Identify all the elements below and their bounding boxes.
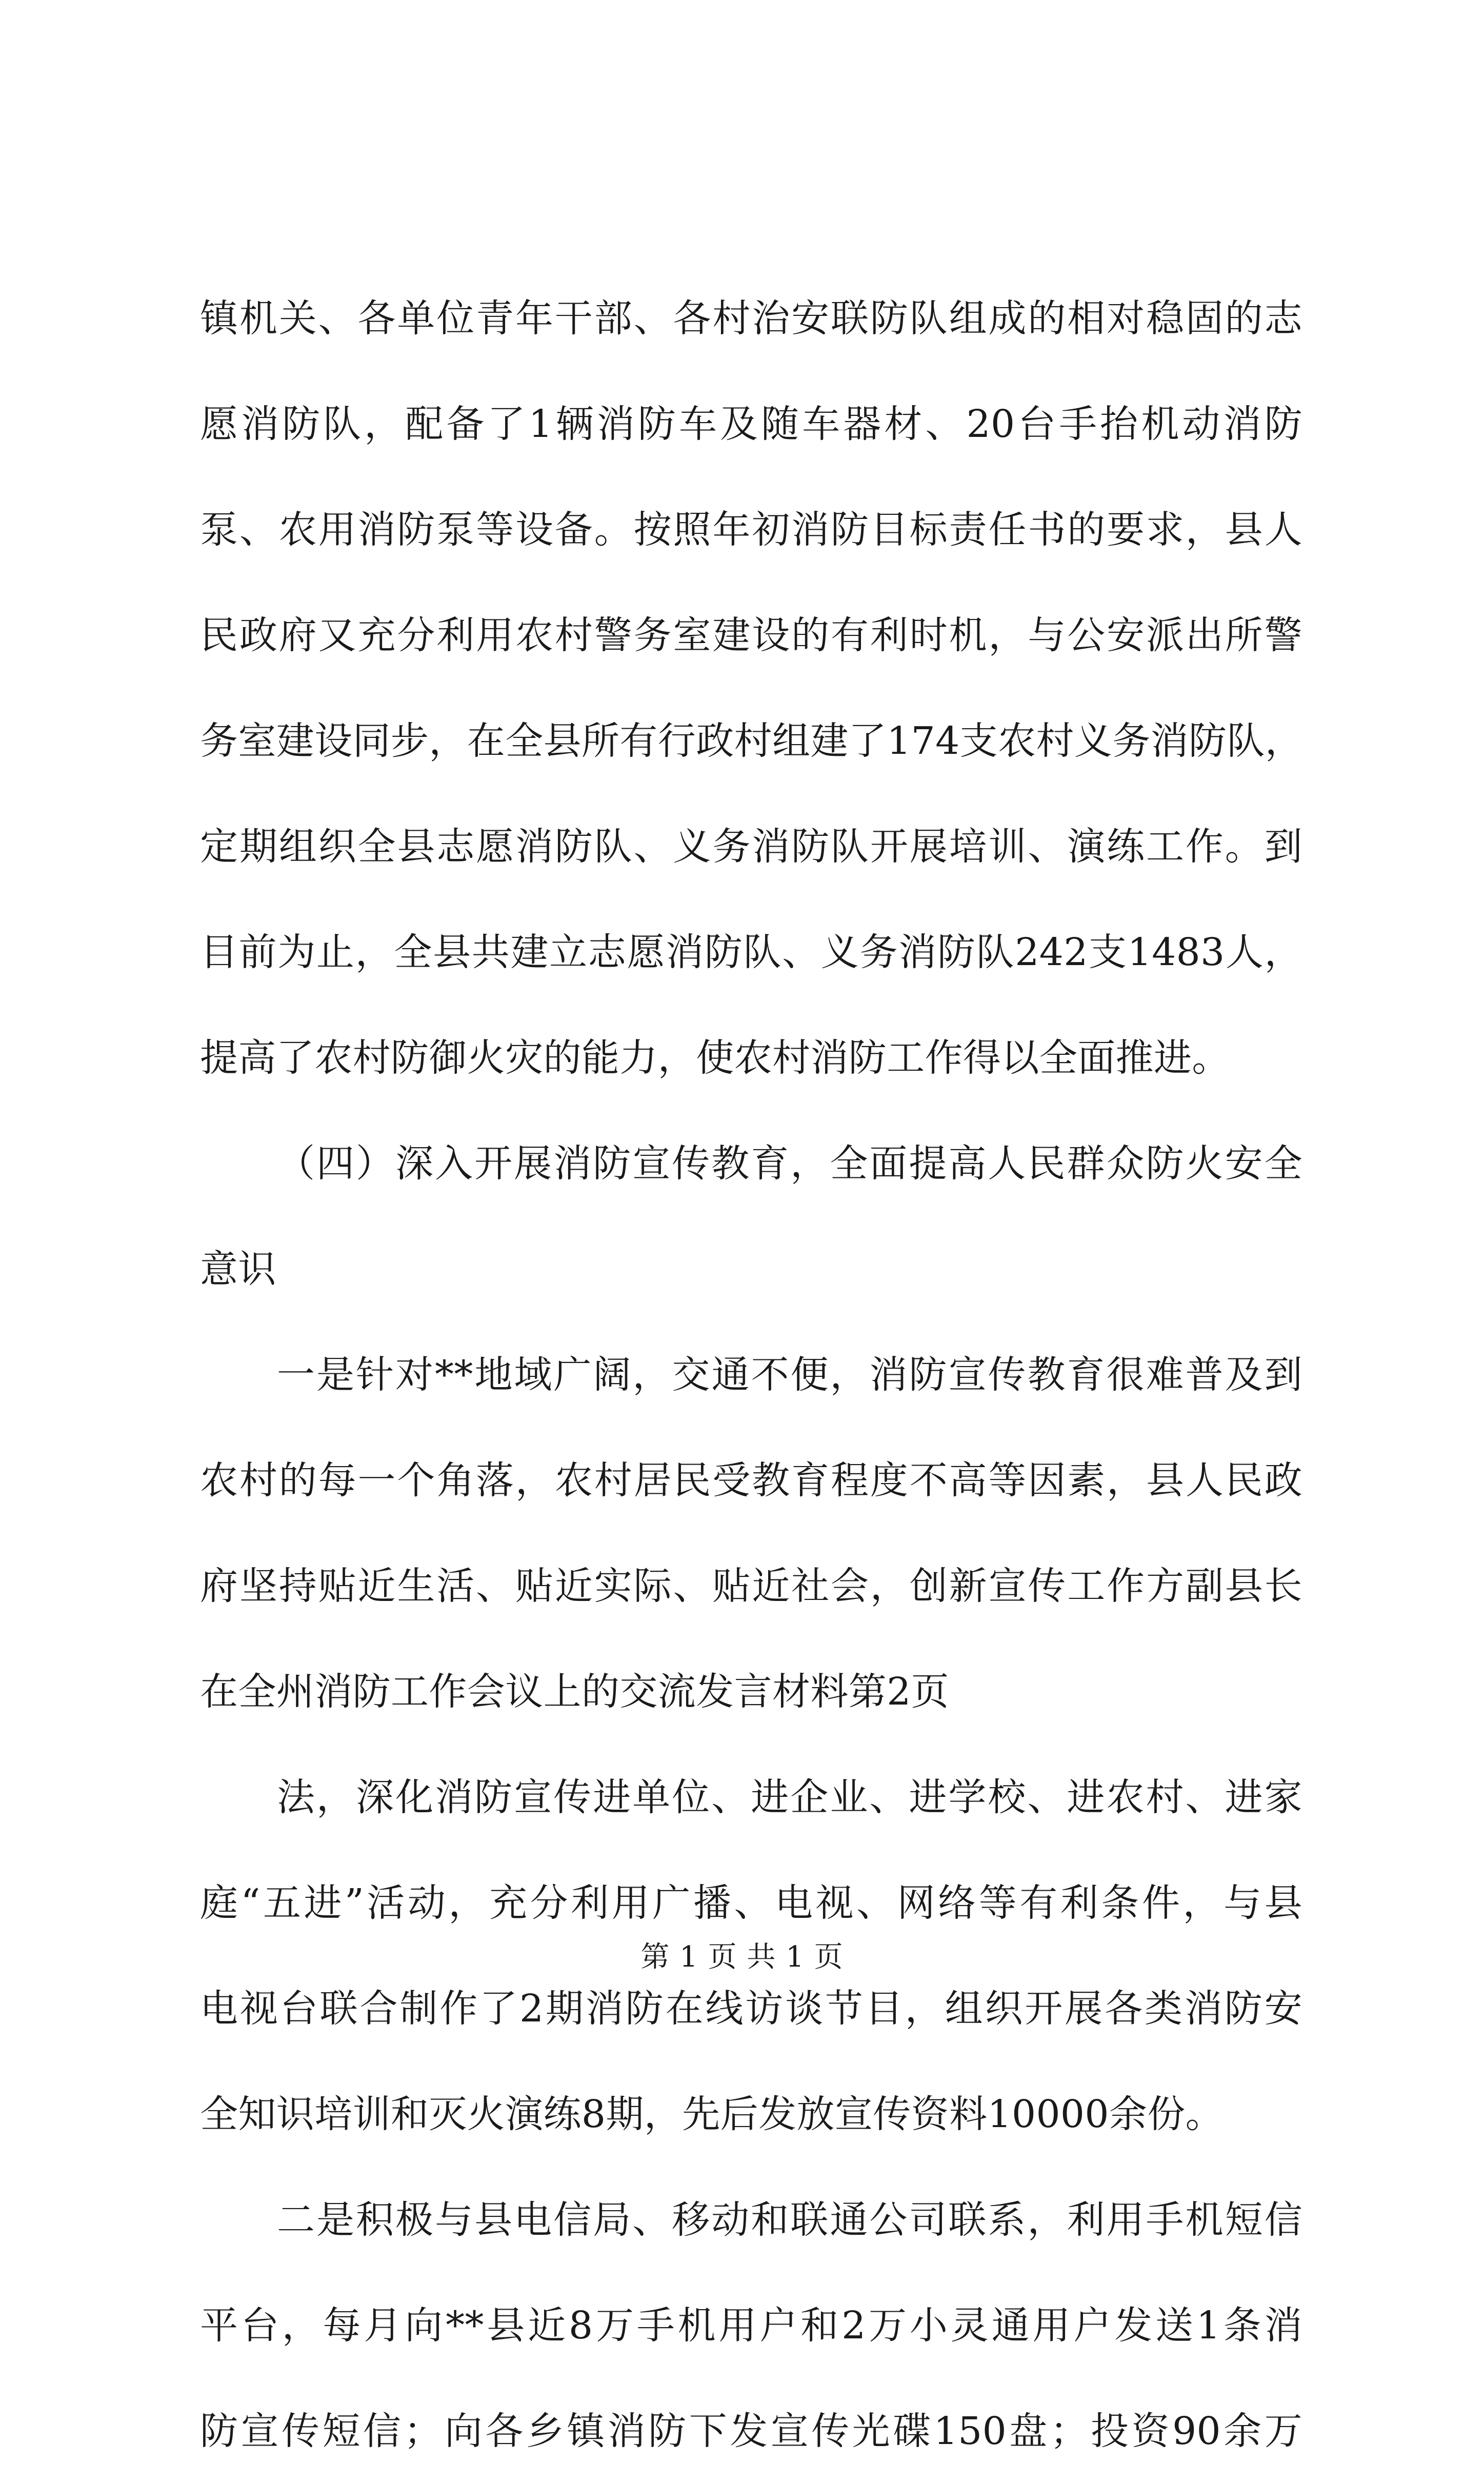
text-line: 庭“五进”活动，充分利用广播、电视、网络等有利条件，与县 xyxy=(200,1881,1302,1925)
section-heading-line: （四）深入开展消防宣传教育，全面提高人民群众防火安全 xyxy=(277,1141,1302,1186)
text-line: 农村的每一个角落，农村居民受教育程度不高等因素，县人民政 xyxy=(200,1458,1302,1503)
text-line: 目前为止，全县共建立志愿消防队、义务消防队242支1483人， xyxy=(200,930,1302,974)
text-line: 平台，每月向**县近8万手机用户和2万小灵通用户发送1条消 xyxy=(200,2303,1302,2348)
text-line: 务室建设同步，在全县所有行政村组建了174支农村义务消防队， xyxy=(200,719,1303,763)
page-number-footer: 第 1 页 共 1 页 xyxy=(640,1940,844,1974)
text-line: 防宣传短信；向各乡镇消防下发宣传光碟150盘；投资90余万 xyxy=(200,2409,1302,2453)
text-line: 定期组织全县志愿消防队、义务消防队开展培训、演练工作。到 xyxy=(200,825,1302,869)
text-line: 电视台联合制作了2期消防在线访谈节目，组织开展各类消防安 xyxy=(200,1987,1302,2031)
section-heading-line: 意识 xyxy=(200,1247,276,1291)
text-line: 在全州消防工作会议上的交流发言材料第2页 xyxy=(200,1670,950,1714)
text-line: 泵、农用消防泵等设备。按照年初消防目标责任书的要求，县人 xyxy=(200,508,1302,552)
document-body xyxy=(200,266,1302,2484)
text-line: 一是针对**地域广阔，交通不便，消防宣传教育很难普及到 xyxy=(277,1353,1302,1397)
text-line: 府坚持贴近生活、贴近实际、贴近社会，创新宣传工作方副县长 xyxy=(200,1564,1302,1608)
text-line: 全知识培训和灭火演练8期，先后发放宣传资料10000余份。 xyxy=(200,2092,1224,2136)
text-line: 提高了农村防御火灾的能力，使农村消防工作得以全面推进。 xyxy=(200,1036,1230,1080)
text-line: 二是积极与县电信局、移动和联通公司联系，利用手机短信 xyxy=(277,2198,1302,2242)
text-line: 法，深化消防宣传进单位、进企业、进学校、进农村、进家 xyxy=(277,1775,1302,1819)
text-line: 镇机关、各单位青年干部、各村治安联防队组成的相对稳固的志 xyxy=(200,296,1302,340)
text-line: 愿消防队，配备了1辆消防车及随车器材、20台手抬机动消防 xyxy=(200,402,1302,446)
text-line: 民政府又充分利用农村警务室建设的有利时机，与公安派出所警 xyxy=(200,613,1302,657)
